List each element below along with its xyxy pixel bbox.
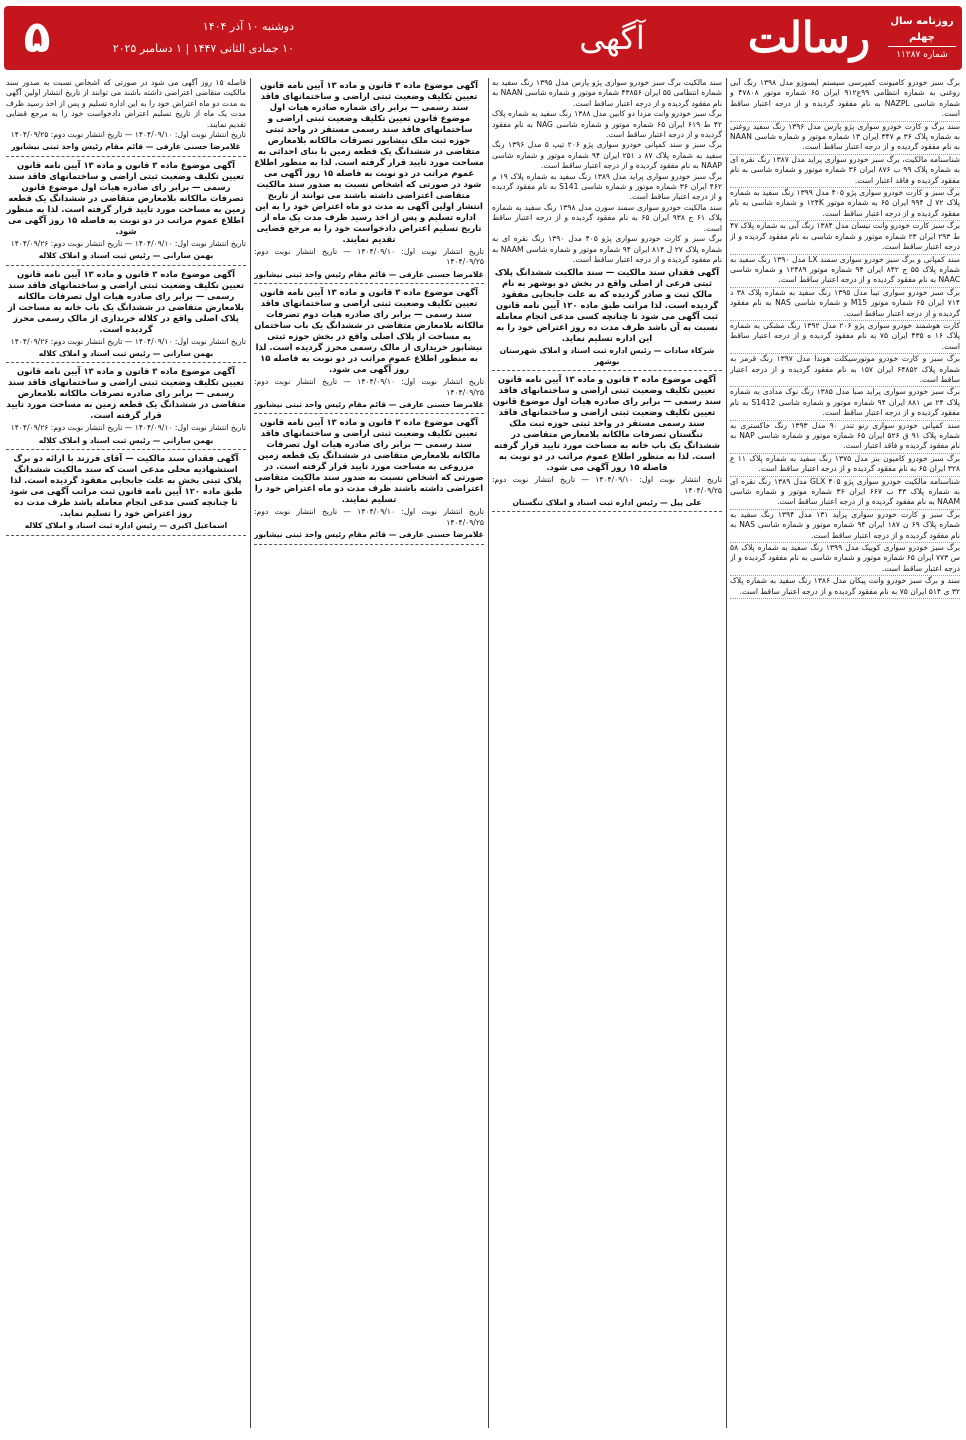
notice-paragraph: شناسنامه مالکیت خودرو سواری پژو ۴۰۵ GLX مدل ۱۳۸۹ رنگ نقره ای به شماره پلاک ۴۳ ب ۶۶۷ ایران ۳۶ شماره موتور و شماره شاسی NAAM به نام مفقود گردیده و از درجه اعتبار ساقط است.: [730, 477, 960, 510]
issue-number: شماره ۱۱۲۸۷: [896, 50, 948, 60]
notice-paragraph: تاریخ انتشار نوبت اول: ۱۴۰۴/۰۹/۱۰ — تاریخ انتشار نوبت دوم: ۱۴۰۴/۰۹/۲۶: [10, 238, 246, 248]
notice-paragraph: سند و برگ سبز خودرو وانت پیکان مدل ۱۳۸۶ رنگ سفید به شماره پلاک ۳۲ ی ۵۱۴ ایران ۷۵ به نام مفقود گردیده و از درجه اعتبار ساقط است.: [730, 576, 960, 599]
notice-paragraph: برگ سبز خودرو سواری پراید مدل ۱۳۸۹ رنگ سفید به شماره پلاک ۱۹ م ۴۶۲ ایران ۳۶ شماره موتور و شماره شاسی S141 به نام مفقود گردیده و از درجه اعتبار ساقط است.: [492, 171, 722, 202]
notice-paragraph: کارت هوشمند خودرو سواری پژو ۲۰۶ مدل ۱۳۹۲ رنگ مشکی به شماره پلاک ۱۶ ه ۴۳۵ ایران ۷۵ به نام مفقود گردیده و از درجه اعتبار ساقط است.: [730, 321, 960, 354]
notice-paragraph: برگ سبز خودرو سواری کوییک مدل ۱۳۹۹ رنگ سفید به شماره پلاک ۵۸ س ۷۷۳ ایران ۶۵ شماره موتور و شماره شاسی به نام مفقود گردیده و از درجه اعتبار ساقط است.: [730, 543, 960, 576]
notice-paragraph: برگ سبز خودرو کامیون بنز مدل ۱۳۷۵ رنگ سفید به شماره پلاک ۱۱ ع ۳۲۸ ایران ۶۵ به نام مفقود گردیده و از درجه اعتبار ساقط است.: [730, 454, 960, 477]
column-registration-notices-2: [6, 78, 246, 1430]
notice-paragraph: تاریخ انتشار نوبت اول: ۱۴۰۴/۰۹/۱۰ — تاریخ انتشار نوبت دوم: ۱۴۰۴/۰۹/۲۵: [10, 130, 246, 140]
notice-paragraph: اسماعیل اکبری — رئیس اداره ثبت اسناد و املاک کلاله: [24, 521, 228, 531]
notice-paragraph: آگهی موضوع ماده ۳ قانون و ماده ۱۳ آیین نامه قانون تعیین تکلیف وضعیت ثبتی اراضی و ساختمانهای فاقد سند رسمی — برابر رای صادره هیات اول تصرفات مالکانه بلامعارض متقاضی در ششدانگ یک باب خانه به مساحت از پلاک اصلی واقع در کلاله خریداری از مالک رسمی محرز گردیده است.: [7, 268, 245, 334]
notice-paragraph: برگ سبز و سند کمپانی خودرو سواری پژو ۲۰۶ تیپ ۵ مدل ۱۳۹۶ رنگ سفید به شماره پلاک ۸۷ د ۲۵۱ ایران ۹۴ شماره موتور و شماره شاسی NAAP به نام مفقود گردیده و از درجه اعتبار ساقط است.: [492, 140, 722, 171]
date-persian: دوشنبه ۱۰ آذر ۱۴۰۴: [202, 20, 294, 33]
notice-separator: [492, 370, 722, 371]
notice-paragraph: آگهی موضوع ماده ۳ قانون و ماده ۱۳ آیین نامه قانون تعیین تکلیف وضعیت ثبتی اراضی و ساختمانهای فاقد سند رسمی — برابر رای صادره تصرفات مالکانه بلامعارض متقاضی در ششدانگ یک قطعه زمین به مساحت مورد تایید قرار گرفته است.: [6, 366, 246, 421]
notice-paragraph: بهمن سارانی — رئیس ثبت اسناد و املاک کلاله: [38, 435, 214, 445]
notice-separator: [6, 265, 246, 266]
notice-paragraph: غلامرضا حسنی عارفی — قائم مقام رئیس واحد ثبتی نیشابور: [254, 269, 484, 279]
column-divider: [726, 78, 727, 1428]
notice-paragraph: برگ سبز خودرو وانت مزدا دو کابین مدل ۱۳۸۸ رنگ سفید به شماره پلاک ۴۲ ط ۶۱۹ ایران ۶۵ شماره موتور و شماره شاسی NAG به نام مفقود گردیده و از درجه اعتبار ساقط است.: [492, 109, 722, 140]
masthead: [4, 6, 962, 70]
notice-paragraph: تاریخ انتشار نوبت اول: ۱۴۰۴/۰۹/۱۰ — تاریخ انتشار نوبت دوم: ۱۴۰۴/۰۹/۲۶: [10, 336, 246, 346]
issue-box: [888, 14, 956, 62]
notice-paragraph: آگهی موضوع ماده ۳ قانون و ماده ۱۳ آیین نامه قانون تعیین تکلیف وضعیت ثبتی اراضی و ساختمانهای فاقد سند رسمی — برابر رای صادره هیات اول تصرفات مالکانه بلامعارض متقاضی در ششدانگ یک قطعه زمین مزروعی به مساحت مورد تایید قرار گرفته است. در صورتی که اشخاص نسبت به صدور سند مالکیت متقاضی اعتراضی داشته باشند ظرف مدت دو ماه اعتراض خود را تسلیم نمایند.: [254, 417, 484, 505]
notice-separator: [254, 413, 484, 414]
notice-paragraph: علی پیل — رئیس اداره ثبت اسناد و املاک تنگستان: [512, 497, 702, 507]
notice-separator: [254, 283, 484, 284]
notice-paragraph: شناسنامه مالکیت، برگ سبز خودرو سواری پراید مدل ۱۳۸۷ رنگ نقره ای به شماره پلاک ۹۹ ب ۸۷۶ ایران ۳۶ شماره موتور و شماره شاسی به نام مفقود گردیده و فاقد اعتبار است.: [730, 155, 960, 188]
notice-paragraph: برگ سبز کارت خودرو وانت نیسان مدل ۱۳۸۴ رنگ آبی به شماره پلاک ۴۷ ط ۲۹۳ ایران ۲۳ شماره موتور و شماره شاسی به نام مفقود گردیده و از درجه اعتبار ساقط است.: [730, 221, 960, 254]
column-mixed-notices: [492, 78, 722, 1430]
notice-paragraph: برگ سبز و کارت خودرو سواری پژو ۴۰۵ مدل ۱۳۹۰ رنگ نقره ای به شماره پلاک ۲۷ ل ۸۱۴ ایران ۹۴ شماره موتور و شماره شاسی NAAM به نام مفقود گردیده و از درجه اعتبار ساقط است.: [492, 234, 722, 264]
notice-paragraph: غلامرضا حسنی عارفی — قائم مقام رئیس واحد ثبتی نیشابور: [254, 400, 484, 410]
notice-paragraph: بهمن سارانی — رئیس ثبت اسناد و املاک کلاله: [38, 349, 214, 359]
notice-paragraph: برگ سبز خودرو کامیونت کمپرسی سیستم ایسوزو مدل ۱۳۹۸ رنگ آبی روغنی به شماره انتظامی ۹۹ع۹۱۲ ایران ۶۵ شماره موتور ۴۷۸۰۸ و شماره شاسی NAZPL به نام مفقود گردیده و از درجه اعتبار ساقط است.: [730, 78, 960, 122]
notice-paragraph: برگ سبز خودرو سواری پراید صبا مدل ۱۳۸۵ رنگ نوک مدادی به شماره پلاک ۲۴ ص ۸۸۱ ایران ۹۴ شماره موتور و شماره شاسی S1412 به نام مفقود گردیده و از درجه اعتبار ساقط است.: [730, 387, 960, 420]
notice-paragraph: تاریخ انتشار نوبت اول: ۱۴۰۴/۰۹/۱۰ — تاریخ انتشار نوبت دوم: ۱۴۰۴/۰۹/۲۵: [254, 507, 484, 527]
notice-paragraph: سند مالکیت برگ سبز خودرو سواری پژو پارس مدل ۱۳۹۵ رنگ سفید به شماره انتظامی ۵۵ ایران ۴۳۸۵۶ شماره موتور و شماره شاسی NAAN به نام مفقود گردیده و از درجه اعتبار ساقط است.: [492, 78, 722, 108]
notice-separator: [254, 544, 484, 545]
notice-paragraph: برگ سبز و کارت خودرو سواری پژو ۴۰۵ مدل ۱۳۹۹ رنگ سفید به شماره پلاک ۷۲ ل ۹۹۴ ایران ۶۵ به شماره موتور ۱۲۴K و شماره شاسی به نام مفقود گردیده و از درجه اعتبار ساقط است.: [730, 188, 960, 221]
notice-paragraph: سند کمپانی خودرو سواری رنو تندر ۹۰ مدل ۱۳۹۳ رنگ خاکستری به شماره پلاک ۹۱ ق ۵۲۶ ایران ۶۵ شماره موتور و شماره شاسی NAP به نام مفقود گردیده و فاقد اعتبار است.: [730, 421, 960, 454]
issue-year: روزنامه سال چهلم: [888, 14, 956, 47]
notice-separator: [492, 511, 722, 512]
notice-paragraph: آگهی موضوع ماده ۳ قانون و ماده ۱۳ آیین نامه قانون تعیین تکلیف وضعیت ثبتی اراضی و ساختمانهای فاقد سند رسمی — برابر رای صادره هیات اول موضوع قانون تصرفات مالکانه بلامعارض متقاضی در ششدانگ یک قطعه زمین به مساحت مورد تایید قرار گرفته است. لذا به منظور اطلاع عموم مراتب در دو نوبت به فاصله ۱۵ روز آگهی می شود.: [6, 159, 246, 236]
notice-paragraph: سند برگ و کارت خودرو سواری پژو پارس مدل ۱۳۹۶ رنگ سفید روغنی به شماره پلاک ۳۶ م ۳۴۷ ایران ۱۳ شماره موتور و شماره شاسی NAAN به نام مفقود گردیده و از درجه اعتبار ساقط است.: [730, 122, 960, 155]
newspaper-logo: رسالت: [747, 13, 871, 62]
notice-paragraph: برگ سبز و کارت خودرو موتورسیکلت هوندا مدل ۱۳۹۷ رنگ قرمز به شماره پلاک ۶۴۸۵۲ ایران ۱۵۷ به نام مفقود گردیده و از درجه اعتبار ساقط است.: [730, 354, 960, 387]
notice-separator: [6, 156, 246, 157]
notice-paragraph: شرکاء سادات — رئیس اداره ثبت اسناد و املاک شهرستان بوشهر: [499, 346, 715, 366]
notice-paragraph: سند کمپانی و برگ سبز خودرو سواری سمند LX مدل ۱۳۹۰ رنگ سفید به شماره پلاک ۵۵ ج ۸۴۲ ایران ۹۴ شماره موتور ۱۲۴۸۹ و شماره شاسی NAAC به نام مفقود گردیده و از درجه اعتبار ساقط است.: [730, 255, 960, 288]
notice-paragraph: آگهی موضوع ماده ۳ قانون و ماده ۱۳ آیین نامه قانون تعیین تکلیف وضعیت ثبتی اراضی و ساختمانهای فاقد سند رسمی — برابر رای صادره هیات دوم تصرفات مالکانه بلامعارض متقاضی در ششدانگ یک باب ساختمان به مساحت از پلاک اصلی واقع در بخش حوزه ثبتی نیشابور خریداری از مالک رسمی محرز گردیده است. لذا به منظور اطلاع عموم مراتب در دو نوبت به فاصله ۱۵ روز آگهی می شود.: [254, 287, 484, 375]
notice-paragraph: تاریخ انتشار نوبت اول: ۱۴۰۴/۰۹/۱۰ — تاریخ انتشار نوبت دوم: ۱۴۰۴/۰۹/۲۵: [254, 377, 484, 397]
section-title: آگهی: [579, 19, 645, 57]
notice-paragraph: برگ سبز خودرو سواری تیبا مدل ۱۳۹۵ رنگ سفید به شماره پلاک ۳۸ د ۷۱۴ ایران ۶۵ شماره موتور M15 و شماره شاسی NAS به نام مفقود گردیده و از درجه اعتبار ساقط است.: [730, 288, 960, 321]
column-registration-notices: [254, 78, 484, 1430]
notice-separator: [6, 362, 246, 363]
notice-paragraph: آگهی فقدان سند مالکیت — آقای فرزند با ارائه دو برگ استشهادیه محلی مدعی است که سند مالکیت ششدانگ پلاک ثبتی بخش به علت جابجایی مفقود گردیده است. لذا طبق ماده ۱۲۰ آیین نامه قانون ثبت مراتب آگهی می شود تا چنانچه کسی مدعی انجام معامله باشد ظرف مدت ده روز اعتراض خود را تسلیم نماید.: [9, 453, 243, 519]
notice-paragraph: غلامرضا حسنی عارفی — قائم مقام رئیس واحد ثبتی نیشابور: [11, 142, 241, 152]
column-divider: [250, 78, 251, 1428]
notice-paragraph: تاریخ انتشار نوبت اول: ۱۴۰۴/۰۹/۱۰ — تاریخ انتشار نوبت دوم: ۱۴۰۴/۰۹/۲۶: [10, 423, 246, 433]
notice-paragraph: بهمن سارانی — رئیس ثبت اسناد و املاک کلاله: [38, 251, 214, 261]
notice-paragraph: برگ سبز و کارت خودرو سواری پراید ۱۳۱ مدل ۱۳۹۴ رنگ سفید به شماره پلاک ۶۹ ن ۱۸۷ ایران ۹۴ شماره موتور و شماره شاسی NAS به نام مفقود گردیده و از درجه اعتبار ساقط است.: [730, 510, 960, 543]
notice-paragraph: آگهی موضوع ماده ۳ قانون و ماده ۱۳ آیین نامه قانون تعیین تکلیف وضعیت ثبتی اراضی و ساختمانهای فاقد سند رسمی — برابر رای صادره هیات اول موضوع قانون تعیین تکلیف وضعیت ثبتی اراضی و ساختمانهای فاقد سند رسمی مستقر در واحد ثبتی حوزه ثبت ملک تنگستان تصرفات مالکانه بلامعارض متقاضی در ششدانگ یک باب خانه به مساحت مورد تایید قرار گرفته است. لذا به منظور اطلاع عموم مراتب در دو نوبت به فاصله ۱۵ روز آگهی می شود.: [492, 374, 722, 473]
notice-paragraph: تاریخ انتشار نوبت اول: ۱۴۰۴/۰۹/۱۰ — تاریخ انتشار نوبت دوم: ۱۴۰۴/۰۹/۲۵: [254, 247, 484, 267]
notice-paragraph: آگهی فقدان سند مالکیت — سند مالکیت ششدانگ پلاک ثبتی فرعی از اصلی واقع در بخش دو بوشهر به نام مالک ثبت و صادر گردیده که به علت جابجایی مفقود گردیده است. لذا مراتب طبق ماده ۱۲۰ آیین نامه قانون ثبت آگهی می شود تا چنانچه کسی مدعی انجام معامله نسبت به آن باشد ظرف مدت ده روز اعتراض خود را به این اداره تسلیم نماید.: [494, 267, 720, 344]
notice-paragraph: آگهی موضوع ماده ۳ قانون و ماده ۱۳ آیین نامه قانون تعیین تکلیف وضعیت ثبتی اراضی و ساختمانهای فاقد سند رسمی — برابر رای شماره صادره هیات اول موضوع قانون تعیین تکلیف وضعیت ثبتی اراضی و ساختمانهای فاقد سند رسمی مستقر در واحد ثبتی حوزه ثبت ملک نیشابور تصرفات مالکانه بلامعارض متقاضی در ششدانگ یک قطعه زمین با بنای احداثی به مساحت مورد تایید قرار گرفته است. لذا به منظور اطلاع عموم مراتب در دو نوبت به فاصله ۱۵ روز آگهی می شود در صورتی که اشخاص نسبت به صدور سند مالکیت متقاضی اعتراضی داشته باشند می توانند از تاریخ انتشار اولین آگهی به مدت دو ماه اعتراض خود را به این اداره تسلیم و پس از اخذ رسید ظرف مدت یک ماه از تاریخ تسلیم اعتراض دادخواست خود را به مرجع قضایی تقدیم نمایند.: [254, 80, 484, 244]
notice-separator: [6, 535, 246, 536]
date-hijri-gregorian: ۱۰ جمادی الثانی ۱۴۴۷ | ۱ دسامبر ۲۰۲۵: [112, 42, 294, 55]
notice-paragraph: فاصله ۱۵ روز آگهی می شود در صورتی که اشخاص نسبت به صدور سند مالکیت متقاضی اعتراضی داشته باشند می توانند از تاریخ انتشار اولین آگهی به مدت دو ماه اعتراض خود را به این اداره تسلیم و پس از اخذ رسید ظرف مدت یک ماه از تاریخ تسلیم اعتراض دادخواست خود را به مرجع قضایی تقدیم نمایند.: [6, 78, 246, 129]
notice-paragraph: غلامرضا حسنی عارفی — قائم مقام رئیس واحد ثبتی نیشابور: [254, 530, 484, 540]
date-box: [64, 16, 294, 62]
notice-paragraph: سند مالکیت خودرو سواری سمند سورن مدل ۱۳۹۸ رنگ سفید به شماره پلاک ۶۱ ج ۹۳۸ ایران ۶۵ به نام مفقود گردیده و از درجه اعتبار ساقط است.: [492, 202, 722, 233]
column-vehicle-notices: [730, 78, 960, 1430]
notice-separator: [6, 449, 246, 450]
column-divider: [488, 78, 489, 1428]
notice-paragraph: تاریخ انتشار نوبت اول: ۱۴۰۴/۰۹/۱۰ — تاریخ انتشار نوبت دوم: ۱۴۰۴/۰۹/۲۵: [492, 475, 722, 495]
page-number: ۵: [23, 12, 51, 63]
